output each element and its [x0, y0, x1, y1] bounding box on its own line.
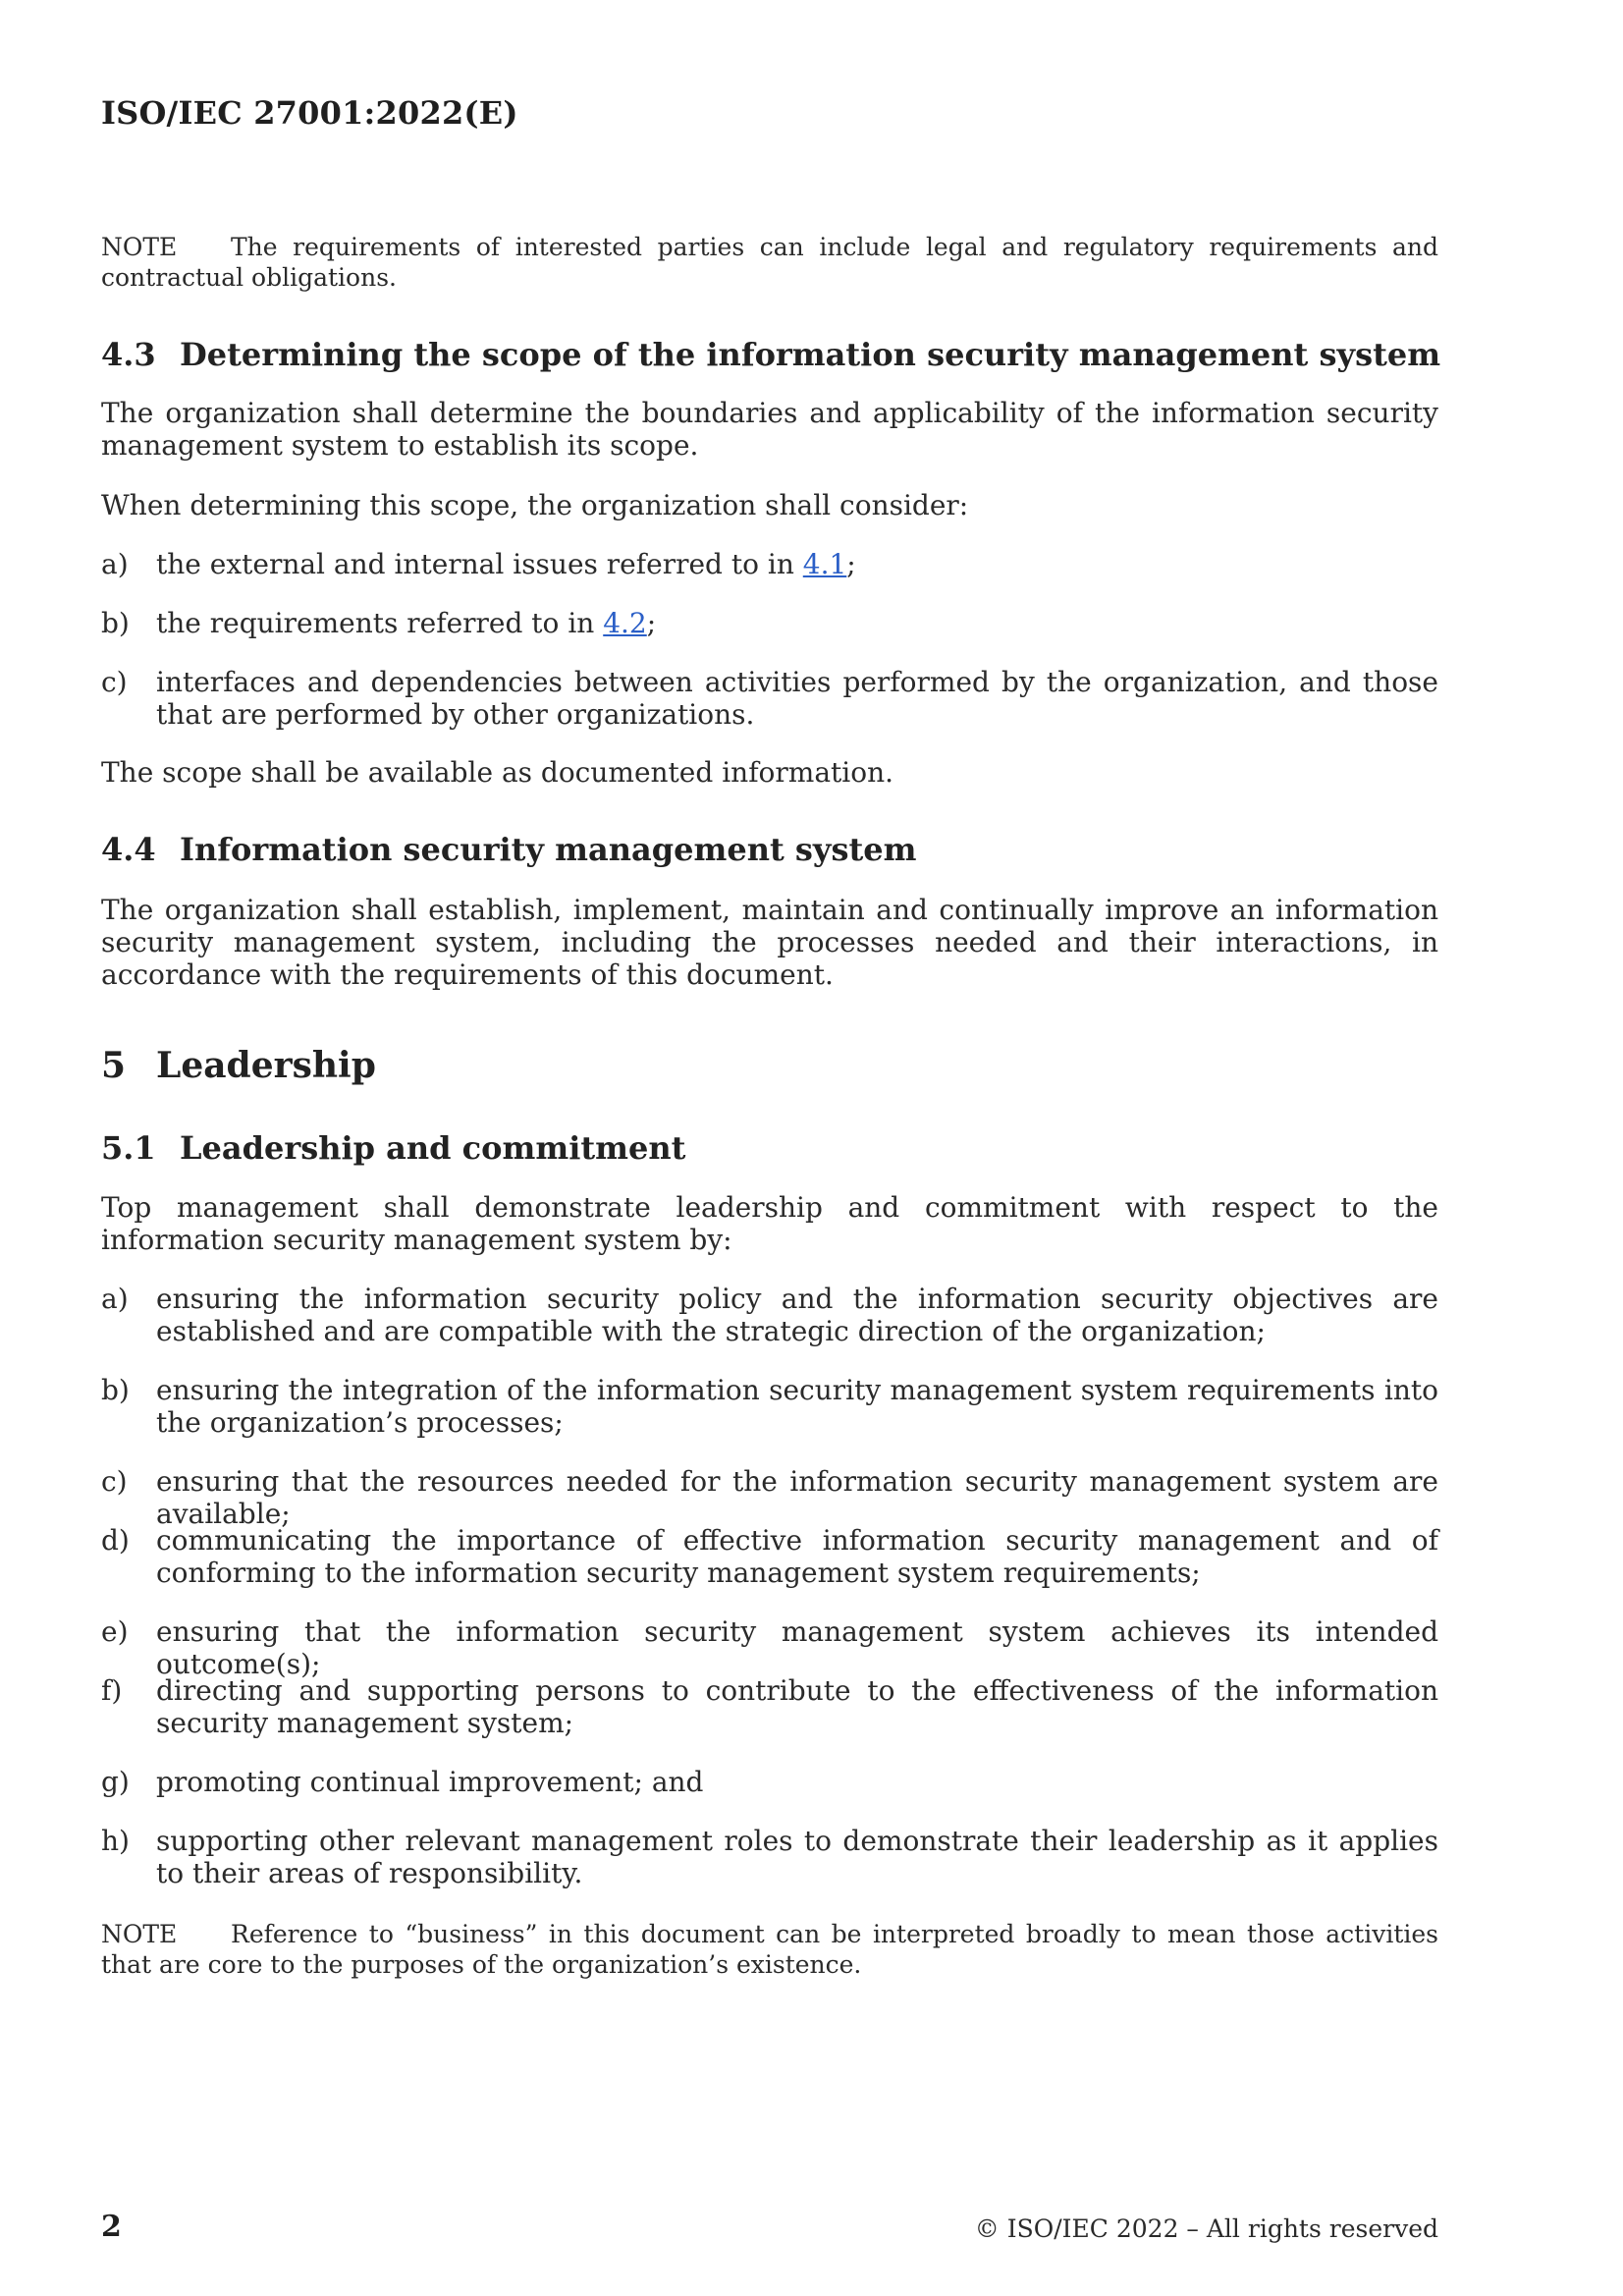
list-text: ensuring that the information security management system achieves its intended outcome(s);: [156, 1615, 1438, 1680]
list-marker: d): [101, 1524, 130, 1557]
section-title: Determining the scope of the information security management system: [180, 336, 1441, 373]
list-marker: c): [101, 1465, 128, 1498]
list-marker: c): [101, 666, 128, 698]
list-marker: b): [101, 607, 130, 639]
section-heading-4-3: [101, 336, 1440, 373]
list-marker: a): [101, 1283, 129, 1315]
list-text-end: ;: [646, 607, 657, 639]
list-item: [101, 1374, 1438, 1439]
list-text: ensuring the integration of the information security management system requirements into the organization’s processes;: [156, 1374, 1438, 1439]
page-number: 2: [101, 2210, 122, 2244]
list-text: promoting continual improvement; and: [156, 1766, 704, 1798]
list-item: [101, 548, 1438, 580]
list-marker: e): [101, 1615, 129, 1648]
section-heading-4-4: [101, 831, 917, 868]
note-label: NOTE: [101, 1920, 178, 1948]
list-item: [101, 607, 1438, 639]
paragraph: Top management shall demonstrate leadership and commitment with respect to the information security management system by:: [101, 1191, 1438, 1256]
list-item: [101, 1674, 1438, 1739]
list-marker: h): [101, 1825, 130, 1857]
list-text: the external and internal issues referred to in: [156, 548, 803, 580]
clause-heading-5: [101, 1045, 376, 1086]
paragraph: The scope shall be available as documented information.: [101, 756, 894, 789]
list-item: [101, 1465, 1438, 1530]
section-number: 4.3: [101, 336, 156, 373]
list-item: [101, 1615, 1438, 1680]
list-marker: f): [101, 1674, 123, 1707]
paragraph: The organization shall determine the boundaries and applicability of the information security management system to establish its scope.: [101, 397, 1438, 462]
note-text: Reference to “business” in this document can be interpreted broadly to mean those activities that are core to the purposes of the organization’s existence.: [101, 1920, 1438, 1979]
section-heading-5-1: [101, 1129, 685, 1167]
list-item: [101, 1524, 1438, 1589]
list-item: [101, 1766, 1438, 1798]
section-number: 4.4: [101, 831, 156, 868]
list-text: supporting other relevant management roles to demonstrate their leadership as it applies to their areas of responsibility.: [156, 1825, 1438, 1889]
list-item: [101, 1825, 1438, 1889]
section-title: Information security management system: [180, 831, 917, 868]
xref-link-4-2[interactable]: 4.2: [603, 607, 647, 639]
note-business: [101, 1919, 1438, 1980]
list-marker: g): [101, 1766, 130, 1798]
clause-number: 5: [101, 1045, 127, 1086]
list-item: [101, 666, 1438, 731]
list-text: communicating the importance of effective information security management and of conforming to the information security management system requirements;: [156, 1524, 1438, 1589]
list-text: directing and supporting persons to contribute to the effectiveness of the information security management system;: [156, 1674, 1438, 1739]
note-label: NOTE: [101, 233, 178, 261]
xref-link-4-1[interactable]: 4.1: [802, 548, 847, 580]
note-text: The requirements of interested parties can include legal and regulatory requirements and contractual obligations.: [101, 233, 1438, 292]
note-requirements: [101, 232, 1438, 293]
section-title: Leadership and commitment: [180, 1129, 686, 1167]
clause-title: Leadership: [156, 1045, 376, 1086]
paragraph: The organization shall establish, implement, maintain and continually improve an information security management system, including the processes needed and their interactions, in accordance with the requirements of this document.: [101, 894, 1438, 991]
document-header: ISO/IEC 27001:2022(E): [101, 94, 518, 132]
section-number: 5.1: [101, 1129, 156, 1167]
copyright-notice: © ISO/IEC 2022 – All rights reserved: [974, 2214, 1438, 2243]
list-marker: b): [101, 1374, 130, 1406]
list-text: interfaces and dependencies between activities performed by the organization, and those that are performed by other organizations.: [156, 666, 1438, 731]
list-text: ensuring that the resources needed for the information security management system are available;: [156, 1465, 1438, 1530]
list-text-end: ;: [846, 548, 856, 580]
list-marker: a): [101, 548, 129, 580]
list-text: ensuring the information security policy and the information security objectives are established and are compatible with the strategic direction of the organization;: [156, 1283, 1438, 1347]
paragraph: When determining this scope, the organization shall consider:: [101, 489, 969, 521]
list-text: the requirements referred to in: [156, 607, 604, 639]
list-item: [101, 1283, 1438, 1347]
